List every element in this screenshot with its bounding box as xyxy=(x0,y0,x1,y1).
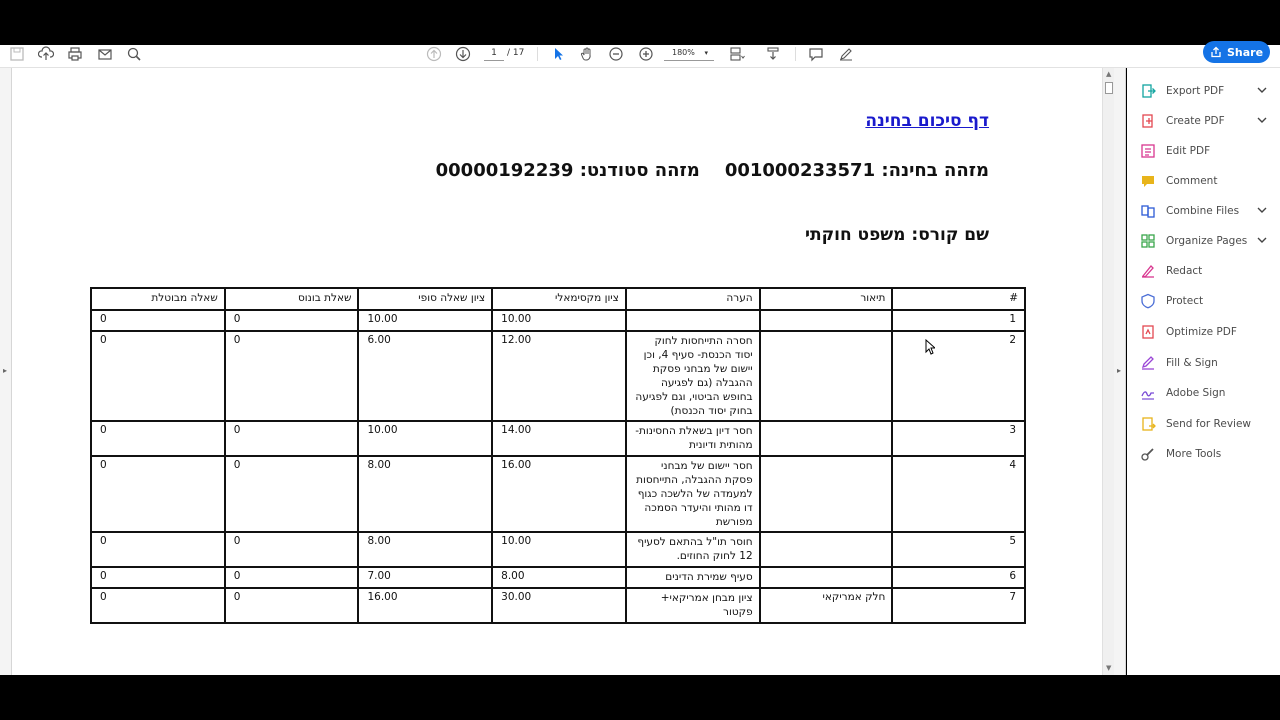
tool-edit-pdf[interactable] xyxy=(1139,140,1269,162)
row-final-grade: 10.00 xyxy=(358,310,492,331)
main-toolbar xyxy=(0,45,1280,68)
row-bonus: 0 xyxy=(225,421,359,456)
header-cell: ציון שאלה סופי xyxy=(358,288,492,310)
tool-comment[interactable] xyxy=(1139,170,1269,192)
share-icon xyxy=(1210,46,1222,58)
course-label: שם קורס: xyxy=(911,225,989,245)
combine-files-icon xyxy=(1139,202,1157,220)
table-row xyxy=(91,331,1025,421)
tool-send-for-review[interactable] xyxy=(1139,413,1269,435)
row-description xyxy=(760,567,893,588)
tool-redact[interactable] xyxy=(1139,260,1269,282)
page-title[interactable]: דף סיכום בחינה xyxy=(865,111,989,131)
row-bonus: 0 xyxy=(225,567,359,588)
select-cursor-icon[interactable] xyxy=(549,45,567,63)
row-number: 5 xyxy=(892,532,1025,567)
table-row xyxy=(91,588,1025,623)
row-note: חוסר תו"ל בהתאם לסעיף 12 לחוק החוזים. xyxy=(626,532,760,567)
row-final-grade: 10.00 xyxy=(358,421,492,456)
header-cell: שאלת בונוס xyxy=(225,288,359,310)
tool-create-pdf[interactable] xyxy=(1139,110,1269,132)
row-note: סעיף שמירת הדינים xyxy=(626,567,760,588)
row-final-grade: 6.00 xyxy=(358,331,492,421)
row-note: חסרה התייחסות לחוק יסוד הכנסת- סעיף 4, וכן יישום של מבחני פסקת ההגבלה (גם לפגיעה בחופש הביטוי, וגם לפגיעה בחוק יסוד הכנסת) xyxy=(626,331,760,421)
organize-pages-icon xyxy=(1139,232,1157,250)
row-number: 4 xyxy=(892,456,1025,532)
share-label: Share xyxy=(1226,45,1264,59)
page-total: / 17 xyxy=(507,48,525,58)
row-description xyxy=(760,456,893,532)
row-note xyxy=(626,310,760,331)
chevron-down-icon: ▾ xyxy=(704,49,708,57)
tool-label: Combine Files xyxy=(1166,205,1240,217)
redact-icon xyxy=(1139,262,1157,280)
tool-label: Fill & Sign xyxy=(1166,357,1218,369)
row-description: חלק אמריקאי xyxy=(760,588,893,623)
cloud-upload-icon[interactable] xyxy=(37,45,55,63)
scroll-up-icon[interactable]: ▲ xyxy=(1106,70,1112,78)
exam-id-value: 001000233571 xyxy=(724,160,876,181)
row-max-grade: 12.00 xyxy=(492,331,626,421)
right-pane-toggle[interactable] xyxy=(1114,68,1126,675)
row-number: 1 xyxy=(892,310,1025,331)
tools-pane xyxy=(1127,68,1280,675)
row-description xyxy=(760,310,893,331)
tool-export-pdf[interactable] xyxy=(1139,80,1269,102)
tool-label: More Tools xyxy=(1166,448,1222,460)
row-cancelled: 0 xyxy=(91,421,225,456)
row-bonus: 0 xyxy=(225,588,359,623)
create-pdf-icon xyxy=(1139,112,1157,130)
row-number: 2 xyxy=(892,331,1025,421)
row-cancelled: 0 xyxy=(91,532,225,567)
row-bonus: 0 xyxy=(225,456,359,532)
tool-label: Redact xyxy=(1166,265,1203,277)
zoom-select[interactable] xyxy=(664,46,714,61)
collapse-right-icon: ▸ xyxy=(1117,366,1122,375)
row-max-grade: 16.00 xyxy=(492,456,626,532)
exam-id-label: מזהה בחינה: xyxy=(881,160,989,181)
chevron-down-icon[interactable] xyxy=(1255,113,1269,127)
row-max-grade: 8.00 xyxy=(492,567,626,588)
chevron-down-icon[interactable] xyxy=(1255,233,1269,247)
student-id-label: מזהה סטודנט: xyxy=(579,160,700,181)
row-description xyxy=(760,532,893,567)
fill-sign-icon xyxy=(1139,354,1157,372)
page-display-icon[interactable] xyxy=(728,45,746,63)
row-final-grade: 7.00 xyxy=(358,567,492,588)
protect-icon xyxy=(1139,292,1157,310)
header-cell: שאלה מבוטלת xyxy=(91,288,225,310)
edit-pdf-icon xyxy=(1139,142,1157,160)
table-row xyxy=(91,421,1025,456)
header-cell: ציון מקסימאלי xyxy=(492,288,626,310)
email-icon[interactable] xyxy=(96,45,114,63)
header-cell: תיאור xyxy=(760,288,893,310)
hand-tool-icon[interactable] xyxy=(578,45,596,63)
scroll-mode-icon[interactable] xyxy=(764,45,782,63)
table-row xyxy=(91,567,1025,588)
row-max-grade: 10.00 xyxy=(492,532,626,567)
send-review-icon xyxy=(1139,415,1157,433)
zoom-in-icon[interactable] xyxy=(637,45,655,63)
tool-label: Edit PDF xyxy=(1166,145,1211,157)
exam-ids-line xyxy=(436,160,989,181)
row-number: 7 xyxy=(892,588,1025,623)
previous-page-icon[interactable] xyxy=(425,45,443,63)
share-button[interactable] xyxy=(1203,41,1270,63)
row-bonus: 0 xyxy=(225,532,359,567)
row-bonus: 0 xyxy=(225,310,359,331)
export-pdf-icon xyxy=(1139,82,1157,100)
mouse-pointer-icon xyxy=(925,339,935,355)
row-note: חסר דיון בשאלת החסינות- מהותית ודיונית xyxy=(626,421,760,456)
optimize-pdf-icon xyxy=(1139,323,1157,341)
tool-combine-files[interactable] xyxy=(1139,200,1269,222)
vertical-scrollbar[interactable] xyxy=(1102,68,1114,675)
tool-optimize-pdf[interactable] xyxy=(1139,321,1269,343)
toolbar-divider xyxy=(537,47,538,61)
tool-protect[interactable] xyxy=(1139,290,1269,312)
tool-label: Send for Review xyxy=(1166,418,1252,430)
tool-label: Optimize PDF xyxy=(1166,326,1237,338)
row-note: ציון מבחן אמריקאי+ פקטור xyxy=(626,588,760,623)
row-cancelled: 0 xyxy=(91,456,225,532)
row-bonus: 0 xyxy=(225,331,359,421)
zoom-value: 180% xyxy=(672,48,695,57)
zoom-out-icon[interactable] xyxy=(607,45,625,63)
search-icon[interactable] xyxy=(125,45,143,63)
student-id-value: 00000192239 xyxy=(435,160,574,181)
tool-label: Create PDF xyxy=(1166,115,1225,127)
next-page-icon[interactable] xyxy=(454,45,472,63)
row-cancelled: 0 xyxy=(91,331,225,421)
tool-fill-sign[interactable] xyxy=(1139,352,1269,374)
more-tools-icon xyxy=(1139,445,1157,463)
tool-label: Comment xyxy=(1166,175,1218,187)
row-max-grade: 14.00 xyxy=(492,421,626,456)
scrollbar-thumb[interactable] xyxy=(1105,82,1113,94)
course-line xyxy=(805,225,989,245)
tool-label: Protect xyxy=(1166,295,1204,307)
table-row xyxy=(91,456,1025,532)
highlight-pen-icon[interactable] xyxy=(837,45,855,63)
print-icon[interactable] xyxy=(66,45,84,63)
table-row xyxy=(91,310,1025,331)
chevron-down-icon[interactable] xyxy=(1255,83,1269,97)
table-header-row xyxy=(91,288,1025,310)
tool-more-tools[interactable] xyxy=(1139,443,1269,465)
document-page xyxy=(12,68,1102,675)
comment-icon xyxy=(1139,172,1157,190)
row-number: 6 xyxy=(892,567,1025,588)
header-cell: הערה xyxy=(626,288,760,310)
row-cancelled: 0 xyxy=(91,588,225,623)
left-pane-toggle[interactable] xyxy=(0,68,12,675)
tool-label: Adobe Sign xyxy=(1166,387,1226,399)
row-description xyxy=(760,421,893,456)
row-note: חסר יישום של מבחני פסקת ההגבלה, התייחסות למעמדה של הלשכה כגוף דו מהותי והיעדר הסמכה מפורשת xyxy=(626,456,760,532)
comment-tool-icon[interactable] xyxy=(807,45,825,63)
letterbox-top xyxy=(0,0,1280,45)
course-name: משפט חוקתי xyxy=(804,225,906,245)
scroll-down-icon[interactable]: ▼ xyxy=(1106,664,1112,672)
row-cancelled: 0 xyxy=(91,567,225,588)
tool-label: Export PDF xyxy=(1166,85,1225,97)
tool-organize-pages[interactable] xyxy=(1139,230,1269,252)
table-row xyxy=(91,532,1025,567)
page-number-input[interactable]: 1 xyxy=(484,46,504,61)
toolbar-divider xyxy=(795,47,796,61)
row-final-grade: 8.00 xyxy=(358,456,492,532)
row-max-grade: 30.00 xyxy=(492,588,626,623)
save-icon[interactable] xyxy=(8,45,26,63)
row-max-grade: 10.00 xyxy=(492,310,626,331)
header-cell: # xyxy=(892,288,1025,310)
row-number: 3 xyxy=(892,421,1025,456)
grades-table xyxy=(90,287,1026,624)
expand-left-icon: ▸ xyxy=(3,366,8,375)
tool-adobe-sign[interactable] xyxy=(1139,382,1269,404)
adobe-sign-icon xyxy=(1139,384,1157,402)
row-description xyxy=(760,331,893,421)
row-cancelled: 0 xyxy=(91,310,225,331)
row-final-grade: 16.00 xyxy=(358,588,492,623)
row-final-grade: 8.00 xyxy=(358,532,492,567)
chevron-down-icon[interactable] xyxy=(1255,203,1269,217)
letterbox-bottom xyxy=(0,675,1280,720)
tool-label: Organize Pages xyxy=(1166,235,1248,247)
